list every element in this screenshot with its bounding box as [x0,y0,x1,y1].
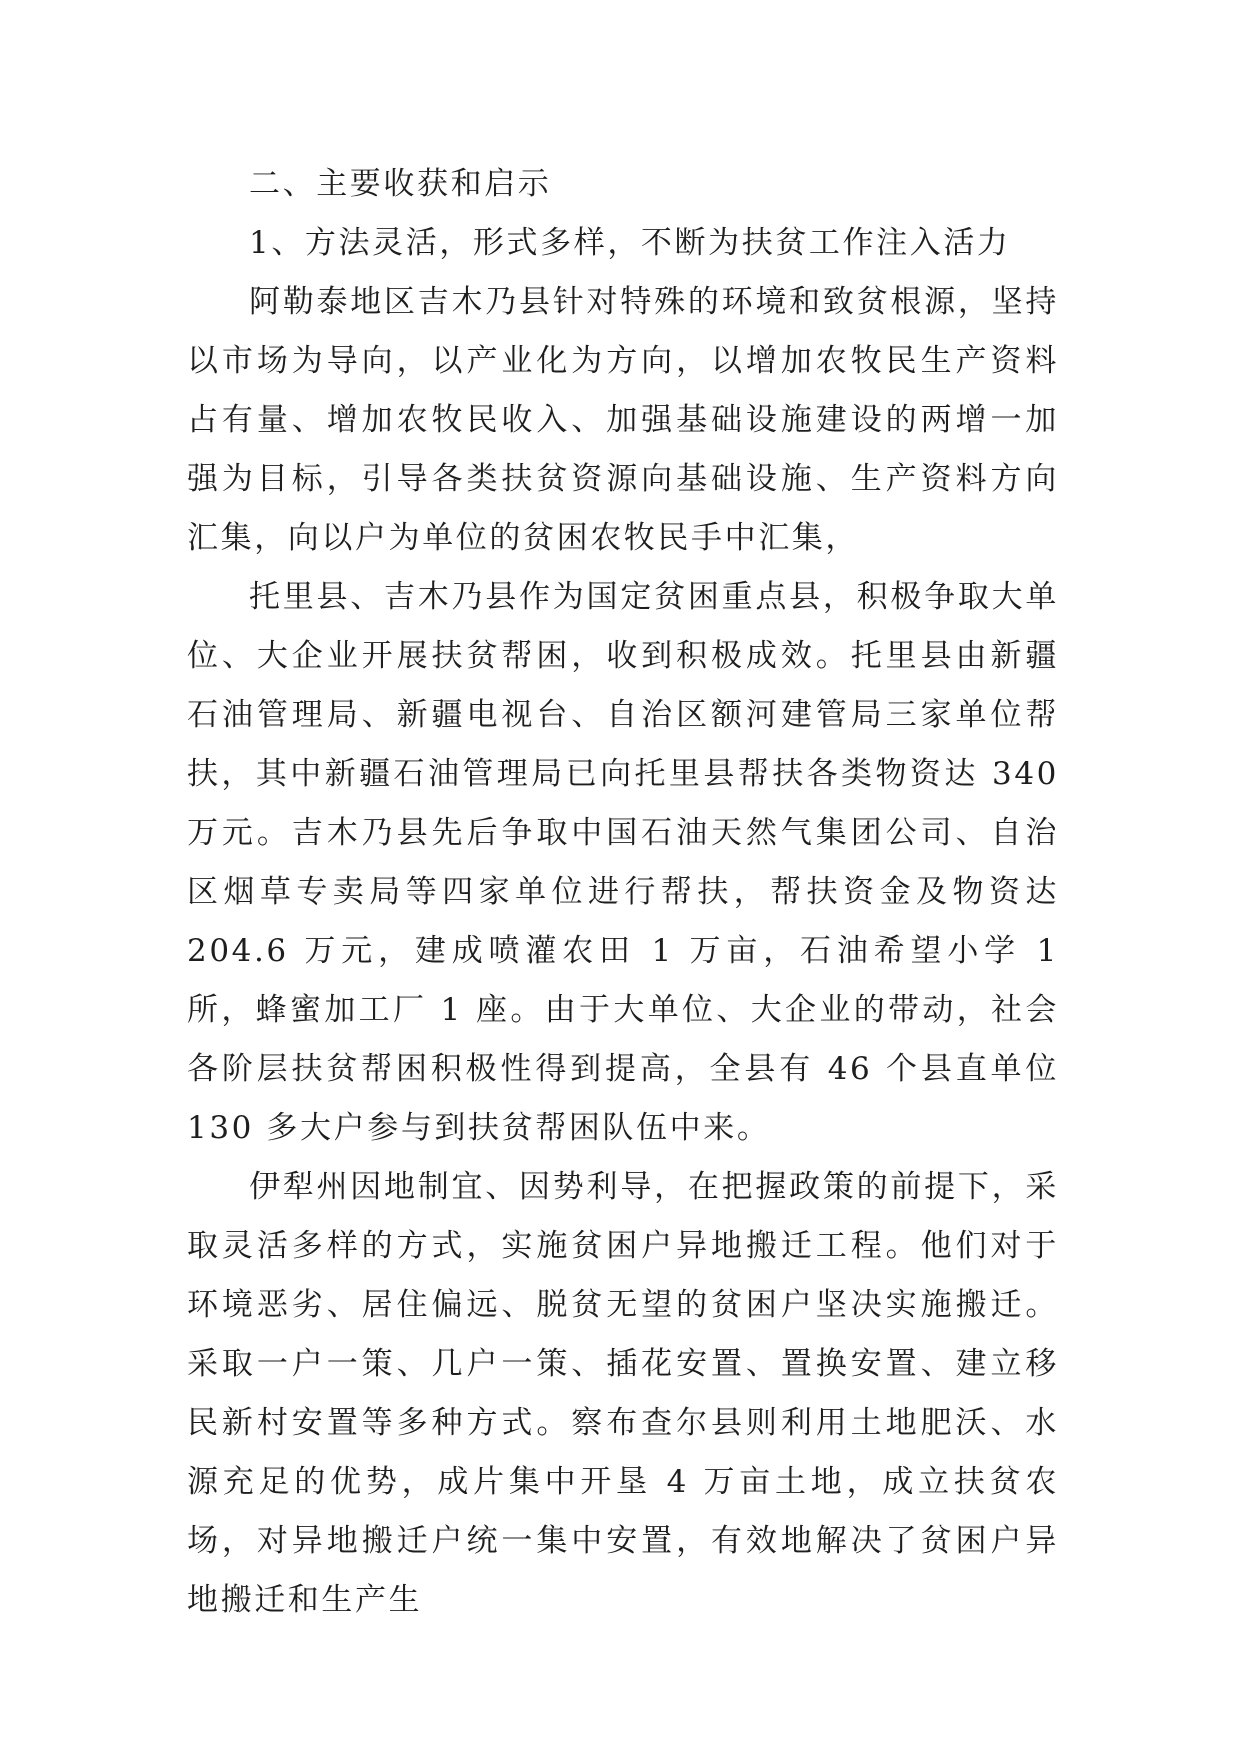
section-heading: 二、主要收获和启示 [249,166,552,202]
document-body [187,155,1059,1630]
paragraph: 伊犁州因地制宜、因势利导，在把握政策的前提下，采取灵活多样的方式，实施贫困户异地搬迁工程。他们对于环境恶劣、居住偏远、脱贫无望的贫困户坚决实施搬迁。采取一户一策、几户一策、插花安置、置换安置、建立移民新村安置等多种方式。察布查尔县则利用土地肥沃、水源充足的优势，成片集中开垦 4 万亩土地，成立扶贫农场，对异地搬迁户统一集中安置，有效地解决了贫困户异地搬迁和生产生 [187,1169,1059,1618]
paragraph: 托里县、吉木乃县作为国定贫困重点县，积极争取大单位、大企业开展扶贫帮困，收到积极成效。托里县由新疆石油管理局、新疆电视台、自治区额河建管局三家单位帮扶，其中新疆石油管理局已向托里县帮扶各类物资达 340 万元。吉木乃县先后争取中国石油天然气集团公司、自治区烟草专卖局等四家单位进行帮扶，帮扶资金及物资达 204.6 万元，建成喷灌农田 1 万亩，石油希望小学 1 所，蜂蜜加工厂 1 座。由于大单位、大企业的带动，社会各阶层扶贫帮困积极性得到提高，全县有 46 个县直单位 130 多大户参与到扶贫帮困队伍中来。 [187,579,1059,1146]
sub-heading: 1、方法灵活，形式多样，不断为扶贫工作注入活力 [249,225,1011,261]
paragraph: 阿勒泰地区吉木乃县针对特殊的环境和致贫根源，坚持以市场为导向，以产业化为方向，以增加农牧民生产资料占有量、增加农牧民收入、加强基础设施建设的两增一加强为目标，引导各类扶贫资源向基础设施、生产资料方向汇集，向以户为单位的贫困农牧民手中汇集， [187,284,1059,556]
